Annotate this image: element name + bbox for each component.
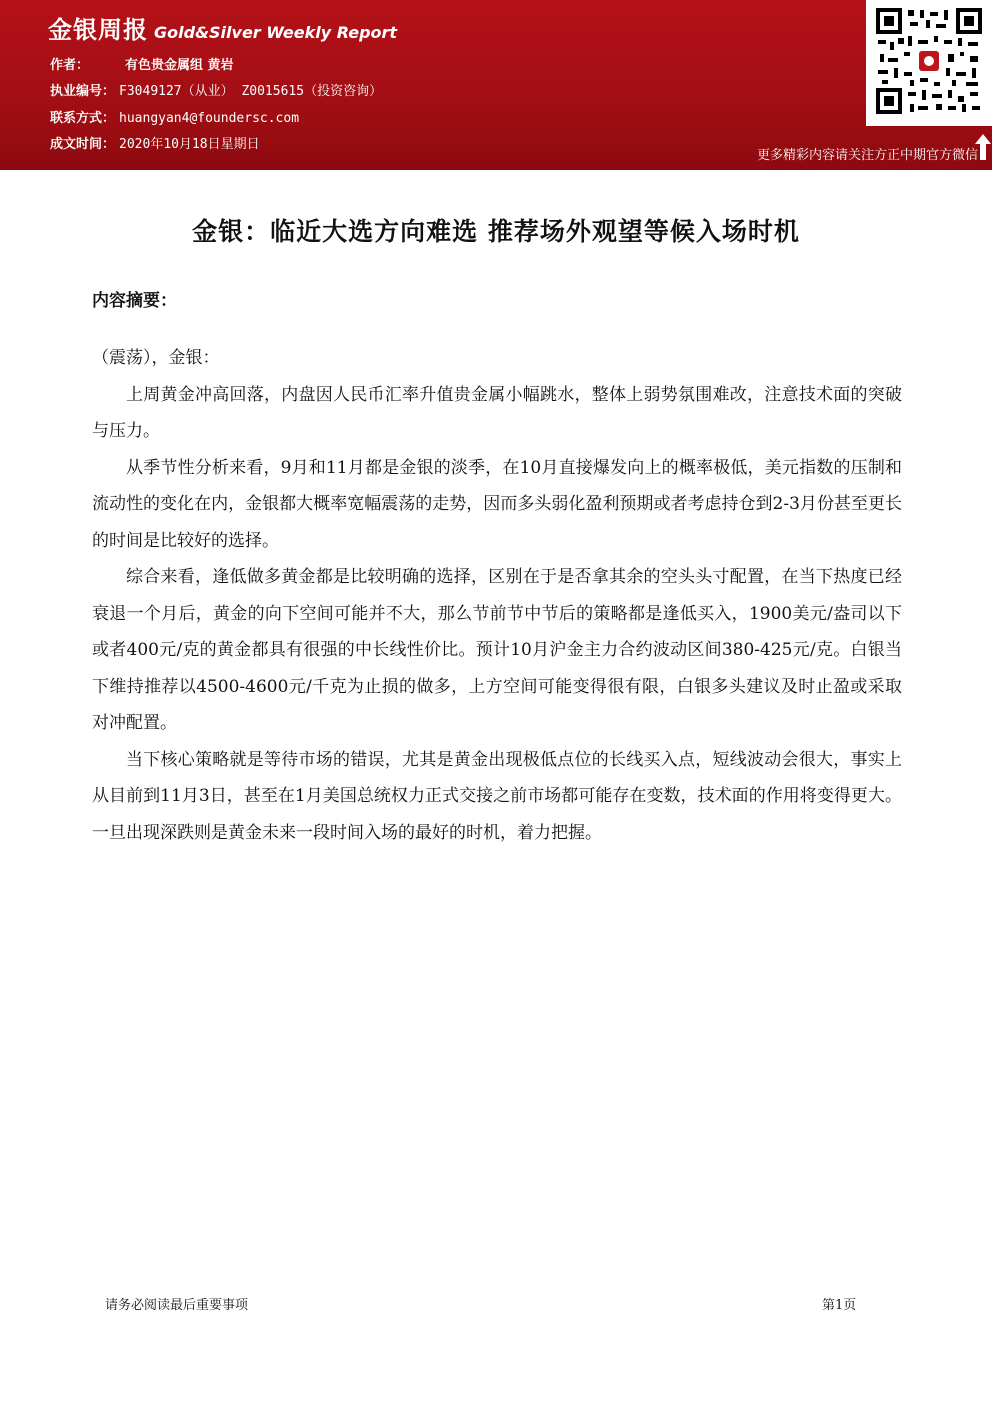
footer-notice: 请务必阅读最后重要事项 (105, 1298, 249, 1313)
date-value: 2020年10月18日星期日 (119, 137, 260, 152)
document-title: 金银：临近大选方向难选 推荐场外观望等候入场时机 (192, 217, 800, 246)
license-value: F3049127（从业） Z0015615（投资咨询） (119, 84, 383, 99)
report-header (0, 0, 992, 170)
paragraph: （震荡），金银： (92, 348, 220, 368)
date-row (50, 133, 260, 152)
paragraph: 上周黄金冲高回落，内盘因人民币汇率升值贵金属小幅跳水，整体上弱势氛围难改，注意技术面的突破与压力。 (92, 384, 902, 441)
page-number: 第1页 (822, 1298, 857, 1313)
abstract-body (92, 340, 902, 851)
paragraph: 综合来看，逢低做多黄金都是比较明确的选择，区别在于是否拿其余的空头头寸配置，在当下热度已经衰退一个月后，黄金的向下空间可能并不大，那么节前节中节后的策略都是逢低买入，1900美元/盎司以下或者400元/克的黄金都具有很强的中长线性价比。预计10月沪金主力合约波动区间380-425元/克。白银当下维持推荐以4500-4600元/千克为止损的做多，上方空间可能变得很有限，白银多头建议及时止盈或采取对冲配置。 (92, 567, 902, 733)
contact-value[interactable]: huangyan4@foundersc.com (119, 111, 300, 126)
up-arrow-icon (975, 134, 991, 160)
contact-label: 联系方式： (50, 111, 116, 126)
qr-code-icon[interactable] (866, 0, 992, 126)
brand-title (48, 10, 397, 45)
paragraph: 当下核心策略就是等待市场的错误，尤其是黄金出现极低点位的长线买入点，短线波动会很大，事实上从目前到11月3日，甚至在1月美国总统权力正式交接之前市场都可能存在变数，技术面的作用将变得更大。一旦出现深跌则是黄金未来一段时间入场的最好的时机，着力把握。 (92, 749, 902, 843)
contact-row (50, 107, 299, 126)
brand-cn: 金银周报 (48, 16, 148, 44)
author-row (50, 54, 234, 73)
abstract-label: 内容摘要： (92, 291, 177, 311)
date-label: 成文时间： (50, 137, 116, 152)
license-label: 执业编号： (50, 84, 116, 99)
author-label: 作者： (50, 58, 90, 73)
author-value: 有色贵金属组 黄岩 (125, 58, 234, 73)
brand-en: Gold&Silver Weekly Report (154, 23, 398, 42)
follow-wechat-text: 更多精彩内容请关注方正中期官方微信 (756, 148, 978, 163)
paragraph: 从季节性分析来看，9月和11月都是金银的淡季，在10月直接爆发向上的概率极低，美元指数的压制和流动性的变化在内，金银都大概率宽幅震荡的走势，因而多头弱化盈利预期或者考虑持仓到2-3月份甚至更长的时间是比较好的选择。 (92, 457, 902, 551)
license-row (50, 80, 382, 99)
